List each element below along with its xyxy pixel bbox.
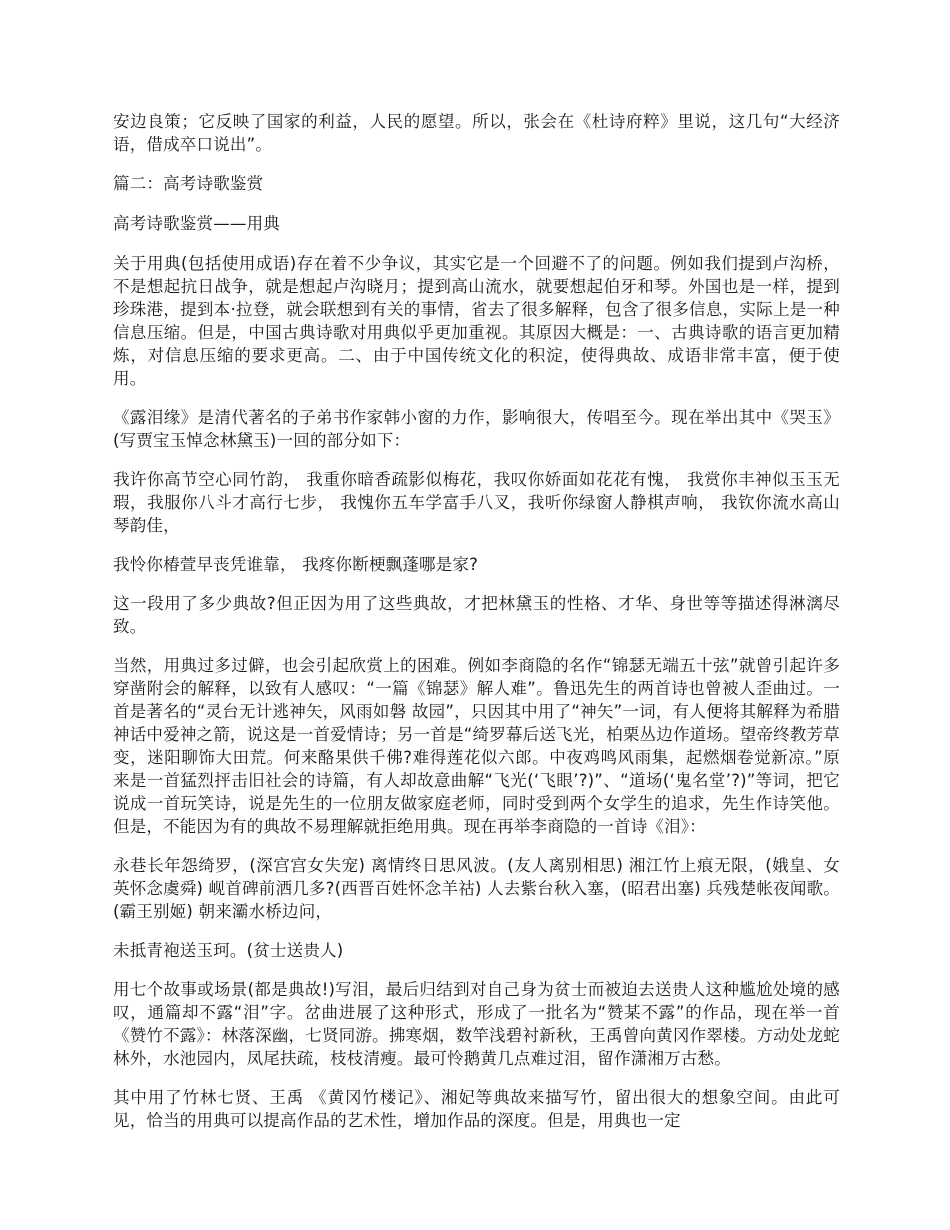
section-heading: 篇二：高考诗歌鉴赏 — [113, 174, 264, 193]
paragraph-intro-continuation: 安边良策；它反映了国家的利益，人民的愿望。所以，张会在《杜诗府粹》里说，这几句“大经济语，借成卒口说出”。 — [113, 112, 840, 154]
verse-ku-yu-1: 我许你高节空心同竹韵， 我重你暗香疏影似梅花，我叹你娇面如花花有愧， 我赏你丰神似玉玉无瑕，我服你八斗才高行七步， 我愧你五车学富手八叉，我听你绿窗人静棋声响， 我钦你流水高山琴韵佳， — [113, 470, 840, 535]
paragraph-zan-zhu: 用七个故事或场景(都是典故!)写泪，最后归结到对自己身为贫士而被迫去送贵人这种尴尬处境的感叹，通篇却不露“泪”字。岔曲进展了这种形式，形成了一批名为“赞某不露”的作品，现在举一首《赞竹不露》：林落深幽，七贤同游。拂寒烟，数竿浅碧衬新秋，王禹曾向黄冈作翠楼。方动处龙蛇林外，水池园内，凤尾扶疏，枝枝清瘦。最可怜鹅黄几点难过泪，留作潇湘万古愁。 — [113, 980, 840, 1068]
paragraph-overuse: 当然，用典过多过僻，也会引起欣赏上的困难。例如李商隐的名作“锦瑟无端五十弦”就曾引起许多穿凿附会的解释，以致有人感叹：“一篇《锦瑟》解人难”。鲁迅先生的两首诗也曾被人歪曲过。一首是著名的“灵台无计逃神矢，风雨如磐 故园”，只因其中用了“神矢”一词，有人便将其解释为希腊神话中爱神之箭，说这是一首爱情诗；另一首是“绮罗幕后送飞光，柏栗丛边作道场。望帝终教芳草变，迷阳聊饰大田荒。何来酪果供千佛?难得莲花似六郎。中夜鸡鸣风雨集，起燃烟卷觉新凉。”原来是一首猛烈抨击旧社会的诗篇，有人却故意曲解“飞光(‘飞眼’?)”、“道场(‘鬼名堂’?)”等词，把它说成一首玩笑诗，说是先生的一位朋友做家庭老师，同时受到两个女学生的追求，先生作诗笑他。但是，不能因为有的典故不易理解就拒绝用典。现在再举李商隐的一首诗《泪》： — [113, 656, 840, 836]
verse-lei-2: 未抵青袍送玉珂。(贫士送贵人) — [113, 941, 344, 960]
document-page — [113, 110, 840, 1148]
paragraph-lu-lei-yuan: 《露泪缘》是清代著名的子弟书作家韩小窗的力作，影响很大，传唱至今。现在举出其中《哭玉》(写贾宝玉悼念林黛玉)一回的部分如下： — [113, 408, 840, 450]
article-title: 高考诗歌鉴赏——用典 — [113, 214, 280, 233]
verse-lei-1: 永巷长年怨绮罗，(深宫宫女失宠) 离情终日思风波。(友人离别相思) 湘江竹上痕无限，(娥皇、女英怀念虞舜) 岘首碑前洒几多?(西晋百姓怀念羊祜) 人去紫台秋入塞，(昭君出塞) 兵残楚帐夜闻歌。(霸王别姬) 朝来灞水桥边问， — [113, 856, 840, 921]
verse-ku-yu-2: 我怜你椿萱早丧凭谁靠， 我疼你断梗飘蓬哪是家? — [113, 555, 479, 574]
paragraph-allusion-intro: 关于用典(包括使用成语)存在着不少争议，其实它是一个回避不了的问题。例如我们提到卢沟桥，不是想起抗日战争，就是想起卢沟晓月；提到高山流水，就要想起伯牙和琴。外国也是一样，提到珍珠港，提到本·拉登，就会联想到有关的事情，省去了很多解释，包含了很多信息，实际上是一种信息压缩。但是，中国古典诗歌对用典似乎更加重视。其原因大概是：一、古典诗歌的语言更加精炼，对信息压缩的要求更高。二、由于中国传统文化的积淀，使得典故、成语非常丰富，便于使用。 — [113, 254, 840, 388]
paragraph-conclusion: 其中用了竹林七贤、王禹 《黄冈竹楼记》、湘妃等典故来描写竹，留出很大的想象空间。由此可见，恰当的用典可以提高作品的艺术性，增加作品的深度。但是，用典也一定 — [113, 1088, 840, 1130]
paragraph-allusion-count: 这一段用了多少典故?但正因为用了这些典故，才把林黛玉的性格、才华、身世等等描述得淋漓尽致。 — [113, 594, 840, 636]
